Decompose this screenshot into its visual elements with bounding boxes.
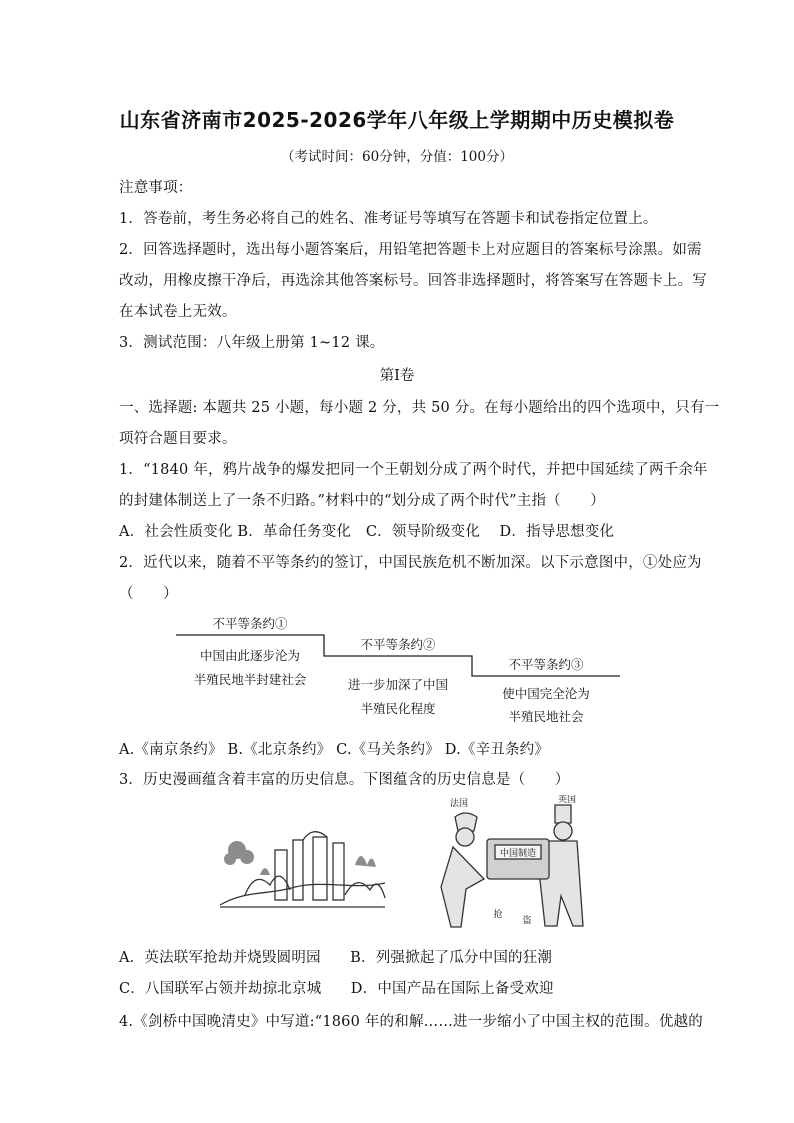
question-1: 1．“1840 年，鸦片战争的爆发把同一个王朝划分成了两个时代，并把中国延续了两千余年: [119, 462, 708, 478]
figures-carrying-chest: [441, 805, 583, 927]
question-1-options: A．社会性质变化 B．革命任务变化 C．领导阶级变化 D．指导思想变化: [119, 524, 615, 540]
notice-heading: 注意事项：: [119, 180, 193, 196]
france-label: 法国: [449, 799, 469, 809]
question-2-options: A.《南京条约》 B.《北京条约》 C.《马关条约》 D.《辛丑条约》: [119, 742, 550, 758]
notice-item: 2．回答选择题时，选出每小题答案后，用铅笔把答题卡上对应题目的答案标号涂黑。如需: [119, 242, 702, 258]
treaty-3-desc: 半殖民地社会: [508, 709, 584, 724]
question-1: 的封建体制送上了一条不归路。”材料中的“划分成了两个时代”主指（ ）: [119, 493, 605, 509]
notice-item: 在本试卷上无效。: [119, 304, 237, 320]
treaty-1-desc: 中国由此逐步沦为: [199, 648, 300, 663]
question-3-options: C．八国联军占领并劫掠北京城 D．中国产品在国际上备受欢迎: [119, 981, 554, 997]
treaty-2-desc: 半殖民化程度: [360, 701, 436, 716]
question-4: 4.《剑桥中国晚清史》中写道:“1860 年的和解……进一步缩小了中国主权的范围。优越的: [119, 1014, 703, 1030]
page-title: 山东省济南市2025-2026学年八年级上学期期中历史模拟卷: [119, 108, 675, 132]
britain-label: 英国: [557, 795, 577, 805]
section-instructions: 项符合题目要求。: [119, 431, 237, 447]
steal-tag: 盗: [522, 916, 532, 926]
treaty-1-desc: 半殖民地半封建社会: [193, 672, 307, 687]
rob-tag: 抢: [493, 910, 503, 920]
exam-info: （考试时间：60分钟，分值：100分）: [281, 149, 513, 165]
question-3: 3．历史漫画蕴含着丰富的历史信息。下图蕴含的历史信息是（ ）: [119, 772, 570, 788]
ruins-sketch: [220, 832, 385, 907]
question-2: （ ）: [119, 586, 178, 602]
section-instructions: 一、选择题: 本题共 25 小题，每小题 2 分，共 50 分。在每小题给出的四个选项中，只有一: [119, 400, 720, 416]
treaty-diagram: [160, 608, 630, 730]
treaty-2-label: 不平等条约②: [360, 637, 436, 652]
chest-label: 中国制造: [499, 849, 537, 859]
treaty-1-label: 不平等条约①: [212, 616, 288, 631]
question-2: 2．近代以来，随着不平等条约的签订，中国民族危机不断加深。以下示意图中，①处应为: [119, 555, 702, 571]
treaty-3-desc: 使中国完全沦为: [502, 686, 590, 701]
notice-item: 改动，用橡皮擦干净后，再选涂其他答案标号。回答非选择题时，将答案写在答题卡上。写: [119, 273, 707, 289]
question-3-options: A．英法联军抢劫并烧毁圆明园 B．列强掀起了瓜分中国的狂潮: [119, 950, 553, 966]
notice-item: 1．答卷前，考生务必将自己的姓名、准考证号等填写在答题卡和试卷指定位置上。: [119, 211, 658, 227]
notice-item: 3．测试范围：八年级上册第 1~12 课。: [119, 335, 385, 351]
treaty-3-label: 不平等条约③: [508, 657, 584, 672]
cartoon-images: [215, 795, 585, 935]
cartoon-illustration: [215, 795, 585, 935]
treaty-2-desc: 进一步加深了中国: [347, 677, 448, 692]
volume-heading: 第Ⅰ卷: [379, 368, 415, 384]
